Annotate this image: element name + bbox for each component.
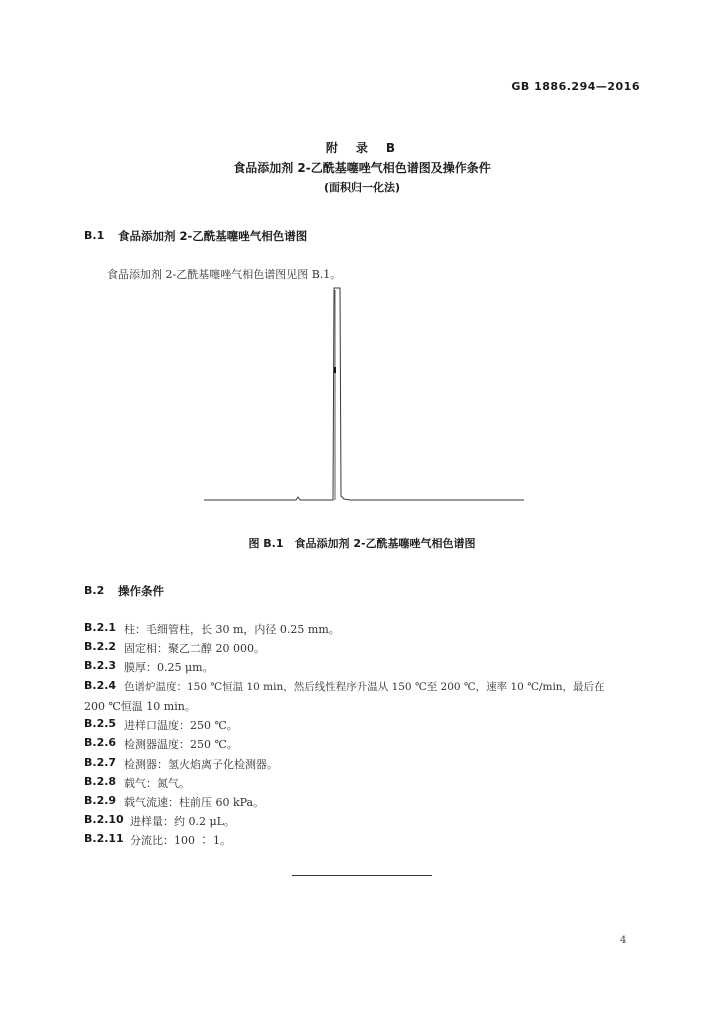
- item-text: 进样口温度：250 ℃。: [124, 719, 238, 732]
- page-number: 4: [620, 935, 627, 946]
- item-text: 载气：氮气。: [124, 777, 190, 790]
- item-number: B.2.4: [84, 679, 117, 692]
- section-b2-title: 操作条件: [118, 584, 164, 598]
- item-number: B.2.1: [84, 621, 117, 634]
- chromatogram-figure: [200, 280, 528, 510]
- item-number: B.2.3: [84, 659, 117, 672]
- item-text: 载气流速：柱前压 60 kPa。: [124, 796, 265, 809]
- item-number: B.2.9: [84, 794, 117, 807]
- item-number: B.2.5: [84, 717, 117, 730]
- item-text: 检测器：氢火焰离子化检测器。: [124, 758, 278, 771]
- appendix-title: 附 录 B: [325, 141, 399, 155]
- item-text: 固定相：聚乙二醇 20 000。: [124, 642, 265, 655]
- section-b1-number: B.1: [84, 229, 105, 242]
- item-number: B.2.10: [84, 813, 124, 826]
- section-b2-number: B.2: [84, 584, 105, 597]
- item-text: 膜厚：0.25 μm。: [124, 661, 214, 674]
- end-of-document-rule: [292, 875, 432, 876]
- chromatogram-trace: [204, 288, 524, 500]
- item-text: 色谱炉温度：150 ℃恒温 10 min，然后线性程序升温从 150 ℃至 200 ℃，速率 10 ℃/min，最后在: [124, 681, 605, 693]
- item-number: B.2.2: [84, 640, 117, 653]
- standard-code: GB 1886.294—2016: [511, 80, 640, 93]
- item-number: B.2.11: [84, 832, 124, 845]
- item-text: 柱：毛细管柱，长 30 m，内径 0.25 mm。: [124, 623, 340, 636]
- section-b1-title: 食品添加剂 2-乙酰基噻唑气相色谱图: [118, 229, 308, 243]
- item-number: B.2.7: [84, 756, 117, 769]
- item-text-continuation: 200 ℃恒温 10 min。: [84, 700, 196, 713]
- item-number: B.2.8: [84, 775, 117, 788]
- item-text: 检测器温度：250 ℃。: [124, 738, 238, 751]
- section-b1-body: 食品添加剂 2-乙酰基噻唑气相色谱图见图 B.1。: [107, 268, 342, 281]
- figure-caption: 图 B.1 食品添加剂 2-乙酰基噻唑气相色谱图: [248, 537, 476, 550]
- appendix-note: (面积归一化法): [323, 181, 401, 194]
- item-text: 进样量：约 0.2 μL。: [130, 815, 235, 828]
- item-text: 分流比：100 ∶ 1。: [130, 834, 231, 847]
- item-number: B.2.6: [84, 736, 117, 749]
- appendix-subtitle: 食品添加剂 2-乙酰基噻唑气相色谱图及操作条件: [233, 161, 491, 175]
